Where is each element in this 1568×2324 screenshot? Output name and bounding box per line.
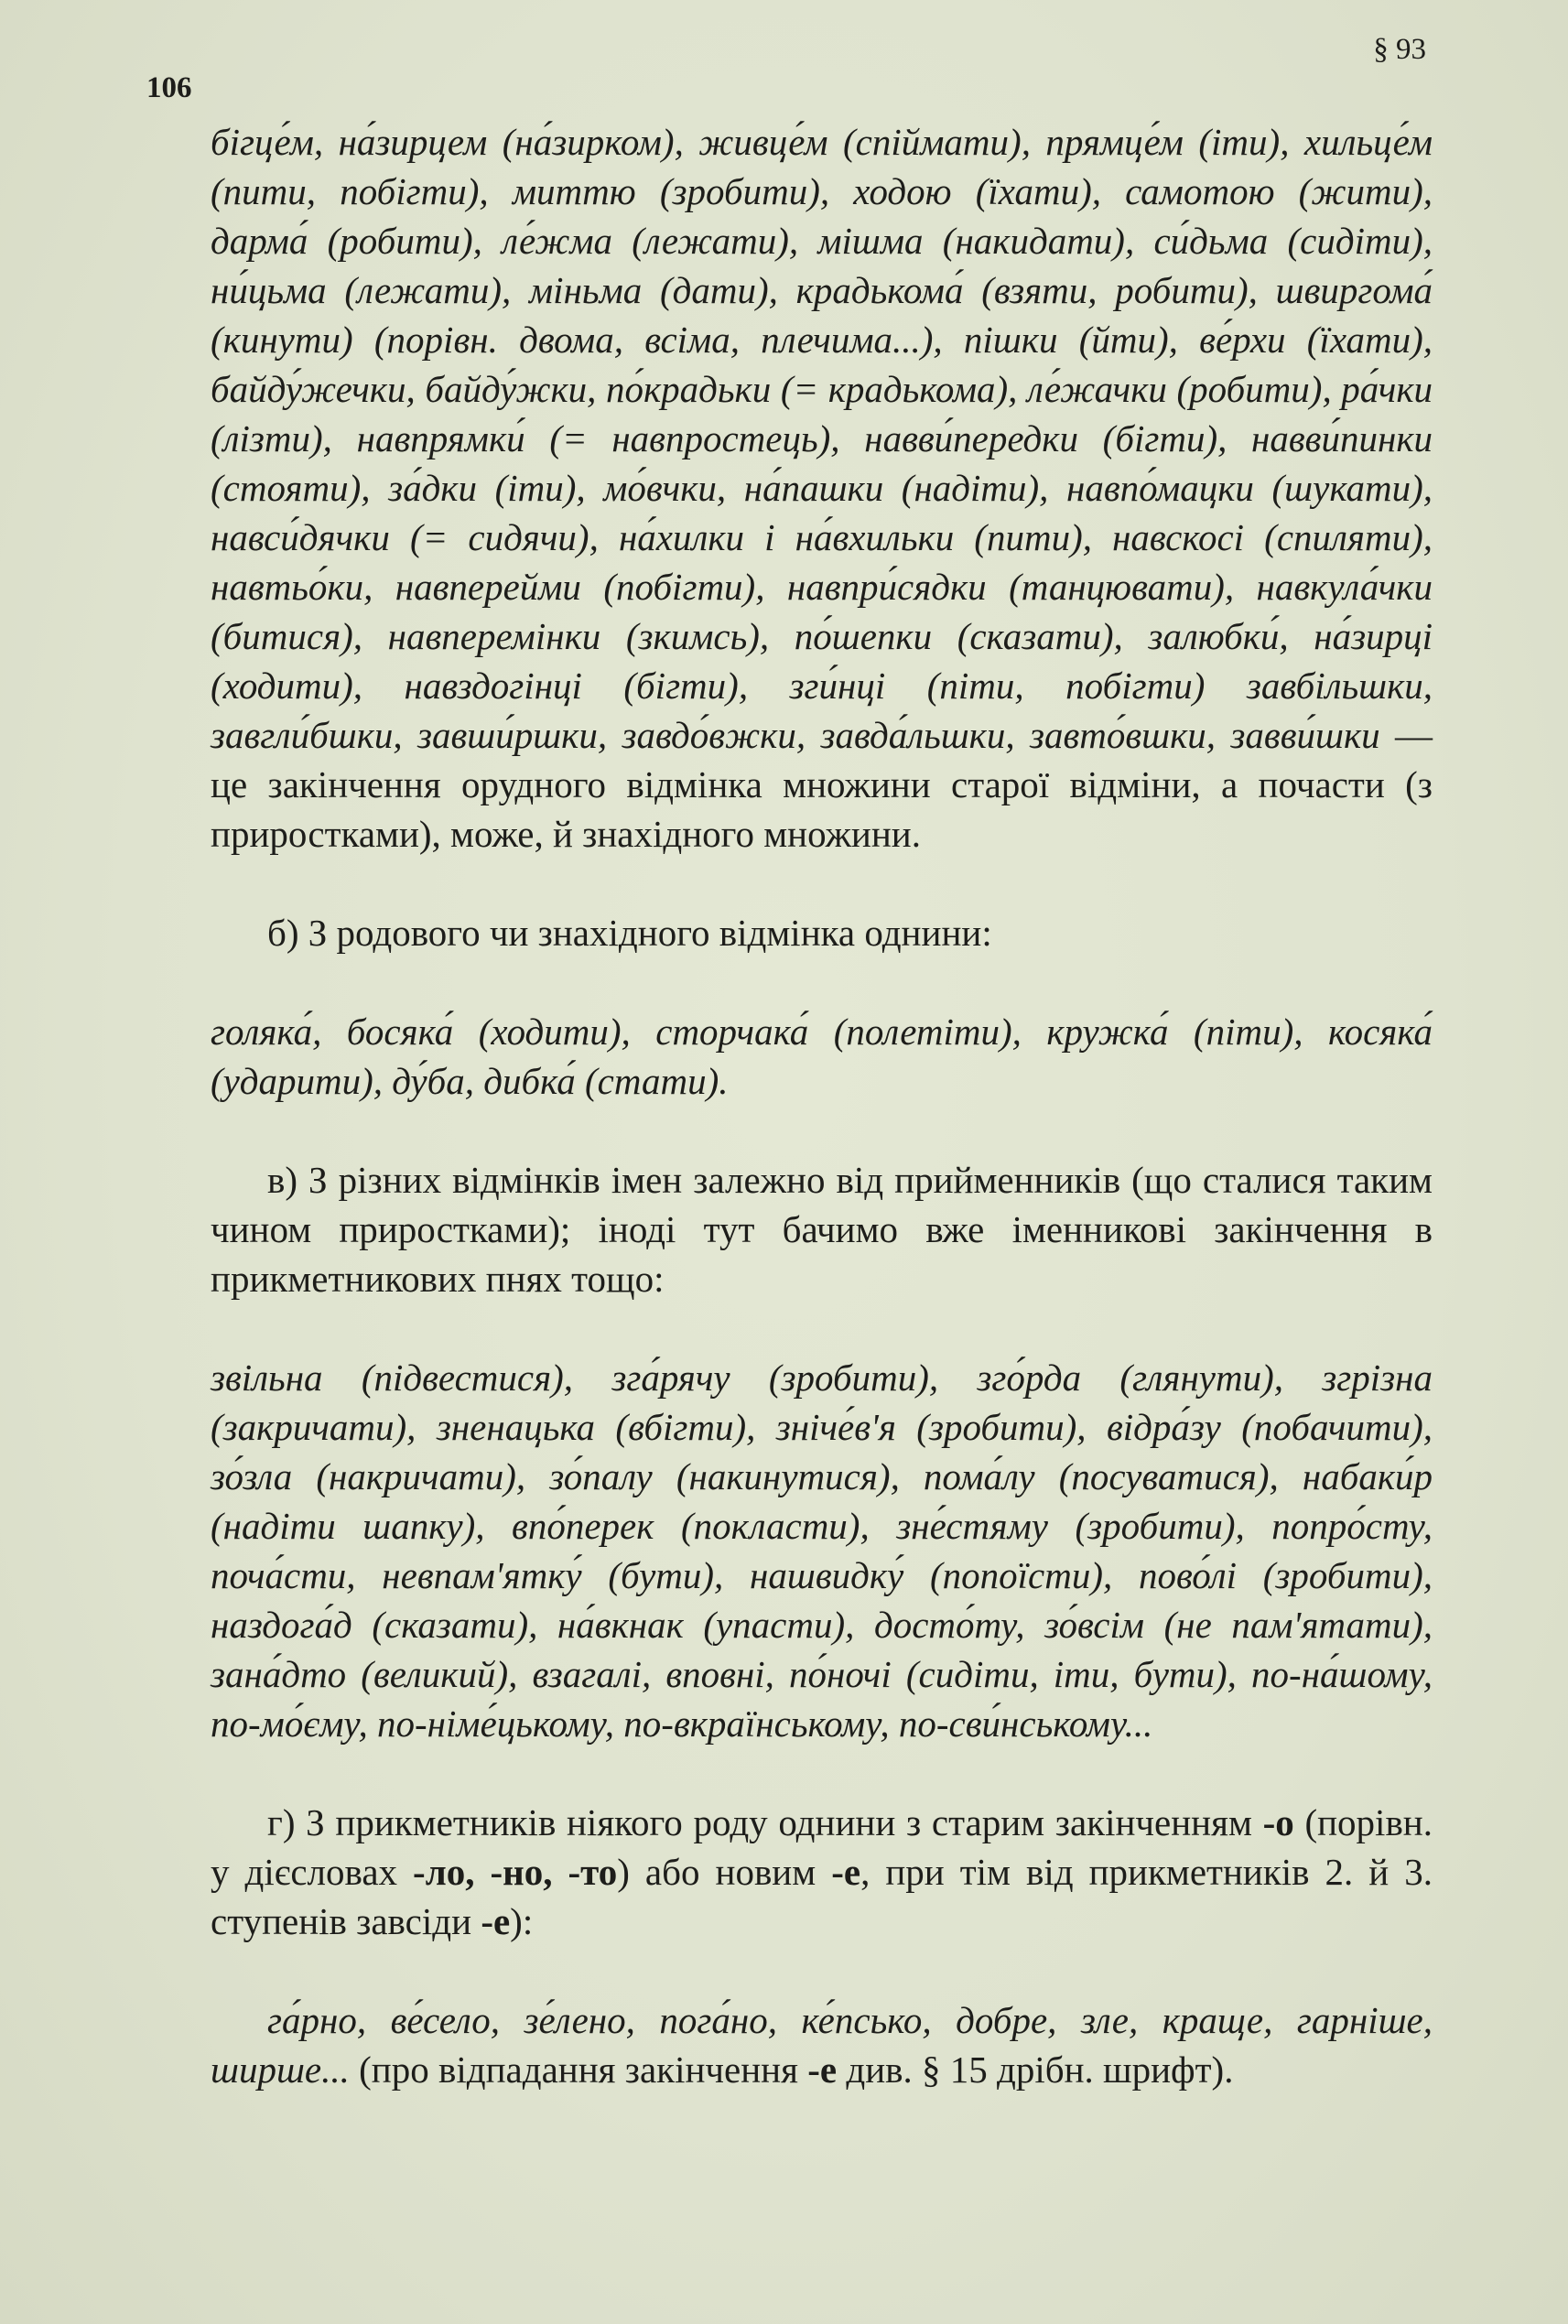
neuter-text-3: ) або новим <box>617 1851 832 1893</box>
heading-genitive: б) З родового чи знахідного відмінка однини: <box>267 912 992 954</box>
ending-lo-no-to: -ло, -но, -то <box>413 1851 618 1893</box>
section-number: § 93 <box>1373 33 1426 66</box>
ending-o: -о <box>1262 1801 1294 1843</box>
neuter-text-4: , при тім від прикметників 2. й 3. ступенів завсіди <box>211 1851 1433 1942</box>
ending-e: -е <box>831 1851 861 1893</box>
page-body <box>211 117 1433 2144</box>
examples-instrumental: бігце́м, на́зирцем (на́зирком), живце́м (спіймати), прямце́м (іти), хильце́м (пити, побігти), миттю (зробити), ходою (їхати), самотою (жити), дарма́ (робити), ле́жма (лежати), мішма (накидати), си́дьма (сидіти), ни́цьма (лежати), міньма (дати), крадькома́ (взяти, робити), швиргома́ (кинути) (порівн. двома, всіма, плечима...), пішки (йти), ве́рхи (їхати), байду́жечки, байду́жки, по́крадьки (= крадькома), ле́жачки (робити), ра́чки (лізти), навпрямки́ (= навпростець), навви́передки (бігти), навви́пинки (стояти), за́дки (іти), мо́вчки, на́пашки (надіти), навпо́мацки (шукати), навси́дячки (= сидячи), на́хилки і на́вхильки (пити), навскосі (спиляти), навтьо́ки, навперейми (побігти), навпри́сядки (танцювати), навкула́чки (битися), навперемінки (зкимсь), по́шепки (сказати), залюбки́, на́зирці (ходити), навздогінці (бігти), зги́нці (піти, побігти) завбільшки, завгли́бшки, завши́ршки, завдо́вжки, завда́льшки, завто́вшки, завви́шки <box>211 121 1433 756</box>
examples-genitive: голяка́, босяка́ (ходити), сторчака́ (полетіти), кружка́ (піти), косяка́ (ударити), ду́ба, дибка́ (стати). <box>211 1011 1433 1102</box>
neuter-text-2: (порівн. у дієсловах <box>211 1801 1433 1893</box>
paragraph-adverbs-instrumental <box>211 117 1433 859</box>
paragraph-neuter-examples <box>211 1995 1433 2094</box>
heading-neuter-adjectives <box>211 1798 1433 1946</box>
ending-e-dropping: -е <box>807 2048 838 2091</box>
examples-various-cases: звільна (підвестися), зга́рячу (зробити), зго́рда (глянути), згрізна (закричати), зненацька (вбігти), зніче́в'я (зробити), відра́зу (побачити), зо́зла (накричати), зо́палу (накинутися), пома́лу (посуватися), набаки́р (надіти шапку), впо́перек (покласти), зне́стяму (зробити), попро́сту, поча́сти, невпам'ятку́ (бути), нашвидку́ (попоїсти), пово́лі (зробити), наздога́д (сказати), на́вкнак (упасти), досто́ту, зо́всім (не пам'ятати), зана́дто (великий), взагалі, вповні, по́ночі (сидіти, іти, бути), по-на́шому, по-мо́єму, по-німе́цькому, по-вкраїнському, по-сви́нському... <box>211 1357 1433 1745</box>
heading-various-cases: в) З різних відмінків імен залежно від прийменників (що сталися таким чином приростками); іноді тут бачимо вже іменникові закінчення в прикметникових пнях тощо: <box>211 1159 1433 1300</box>
examples-neuter: га́рно, ве́село, зе́лено, пога́но, ке́псько, добре, зле, краще, гарніше, ширше... <box>211 1999 1433 2091</box>
neuter-note-1: (про відпадання закінчення <box>349 2048 808 2091</box>
explanation-instrumental: — це закінчення орудного відмінка множини старої відміни, а почасти (з приростками), може, й знахідного множини. <box>211 714 1433 855</box>
neuter-text-5: ): <box>510 1900 534 1942</box>
ending-e-comparative: -е <box>481 1900 511 1942</box>
neuter-text-1: г) З прикметників ніякого роду однини з старим закінченням <box>267 1801 1263 1843</box>
page-number: 106 <box>146 71 192 104</box>
neuter-note-2: див. § 15 дрібн. шрифт). <box>837 2048 1234 2091</box>
